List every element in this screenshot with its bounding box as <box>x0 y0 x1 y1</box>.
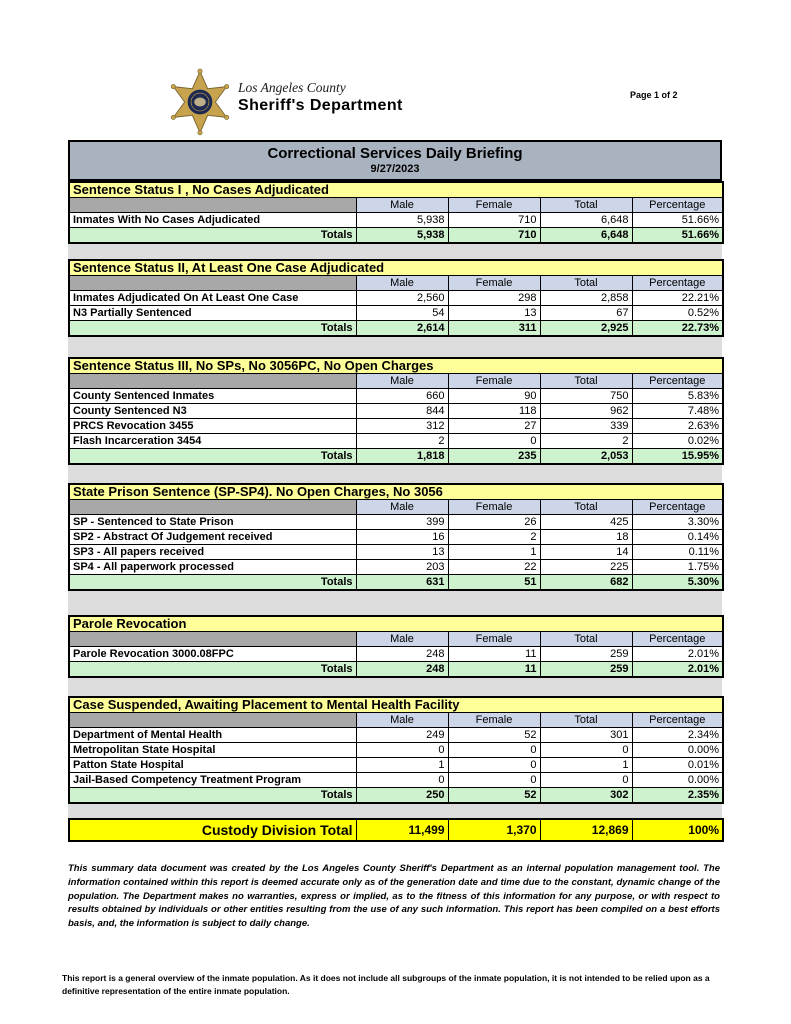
totals-total: 259 <box>540 662 632 678</box>
totals-label: Totals <box>69 321 356 337</box>
totals-percentage: 51.66% <box>632 228 723 244</box>
column-header-female: Female <box>448 374 540 389</box>
cell-total: 425 <box>540 515 632 530</box>
table-row <box>69 545 723 560</box>
sheriff-badge-logo <box>168 68 232 136</box>
column-header-male: Male <box>356 713 448 728</box>
cell-percentage: 0.02% <box>632 434 723 449</box>
cell-male: 399 <box>356 515 448 530</box>
row-label: SP3 - All papers received <box>69 545 356 560</box>
totals-row <box>69 788 723 804</box>
row-label: Flash Incarceration 3454 <box>69 434 356 449</box>
section-title: Sentence Status III, No SPs, No 3056PC, No Open Charges <box>69 358 723 374</box>
page-number: Page 1 of 2 <box>630 90 678 100</box>
cell-total: 0 <box>540 743 632 758</box>
cell-percentage: 0.11% <box>632 545 723 560</box>
table-row <box>69 306 723 321</box>
totals-male: 631 <box>356 575 448 591</box>
section-gap <box>68 337 722 357</box>
totals-male: 2,614 <box>356 321 448 337</box>
column-header-female: Female <box>448 713 540 728</box>
section-gap <box>68 244 722 259</box>
table-row <box>69 291 723 306</box>
totals-female: 52 <box>448 788 540 804</box>
column-header-percentage: Percentage <box>632 276 723 291</box>
row-label: Department of Mental Health <box>69 728 356 743</box>
totals-total: 302 <box>540 788 632 804</box>
column-header-total: Total <box>540 500 632 515</box>
totals-label: Totals <box>69 575 356 591</box>
cell-total: 0 <box>540 773 632 788</box>
totals-label: Totals <box>69 788 356 804</box>
row-label: SP - Sentenced to State Prison <box>69 515 356 530</box>
section-table <box>68 181 724 244</box>
section-title: State Prison Sentence (SP-SP4). No Open Charges, No 3056 <box>69 484 723 500</box>
table-row <box>69 434 723 449</box>
table-row <box>69 758 723 773</box>
column-header-total: Total <box>540 198 632 213</box>
corner-cell <box>69 713 356 728</box>
section-gap <box>68 465 722 483</box>
cell-percentage: 0.00% <box>632 773 723 788</box>
row-label: Inmates Adjudicated On At Least One Case <box>69 291 356 306</box>
section-table <box>68 357 724 465</box>
column-header-female: Female <box>448 632 540 647</box>
cell-female: 22 <box>448 560 540 575</box>
cell-female: 26 <box>448 515 540 530</box>
cell-male: 844 <box>356 404 448 419</box>
column-header-male: Male <box>356 198 448 213</box>
totals-male: 248 <box>356 662 448 678</box>
cell-male: 0 <box>356 773 448 788</box>
totals-percentage: 2.35% <box>632 788 723 804</box>
cell-male: 13 <box>356 545 448 560</box>
row-label: County Sentenced Inmates <box>69 389 356 404</box>
section-header-row <box>69 616 723 632</box>
cell-male: 203 <box>356 560 448 575</box>
table-row <box>69 530 723 545</box>
row-label: PRCS Revocation 3455 <box>69 419 356 434</box>
report-content <box>68 140 722 931</box>
corner-cell <box>69 374 356 389</box>
table-row <box>69 404 723 419</box>
totals-percentage: 15.95% <box>632 449 723 465</box>
column-header-percentage: Percentage <box>632 632 723 647</box>
cell-male: 54 <box>356 306 448 321</box>
cell-percentage: 1.75% <box>632 560 723 575</box>
section-table <box>68 483 724 591</box>
column-header-row <box>69 374 723 389</box>
cell-female: 710 <box>448 213 540 228</box>
cell-female: 0 <box>448 773 540 788</box>
column-header-female: Female <box>448 198 540 213</box>
cell-female: 52 <box>448 728 540 743</box>
cell-total: 67 <box>540 306 632 321</box>
cell-male: 2 <box>356 434 448 449</box>
column-header-percentage: Percentage <box>632 500 723 515</box>
cell-percentage: 22.21% <box>632 291 723 306</box>
agency-name-block <box>238 80 403 115</box>
agency-county: Los Angeles County <box>238 80 346 95</box>
cell-female: 13 <box>448 306 540 321</box>
column-header-male: Male <box>356 374 448 389</box>
cell-female: 90 <box>448 389 540 404</box>
cell-percentage: 5.83% <box>632 389 723 404</box>
row-label: County Sentenced N3 <box>69 404 356 419</box>
column-header-female: Female <box>448 276 540 291</box>
totals-row <box>69 228 723 244</box>
cell-total: 301 <box>540 728 632 743</box>
cell-female: 118 <box>448 404 540 419</box>
cell-female: 0 <box>448 434 540 449</box>
table-row <box>69 419 723 434</box>
column-header-total: Total <box>540 374 632 389</box>
totals-label: Totals <box>69 228 356 244</box>
agency-department: Sheriff's Department <box>238 97 403 114</box>
totals-total: 6,648 <box>540 228 632 244</box>
section-header-row <box>69 484 723 500</box>
custody-total-percentage: 100% <box>632 819 723 841</box>
cell-percentage: 2.34% <box>632 728 723 743</box>
title-banner <box>68 140 722 181</box>
section-title: Sentence Status I , No Cases Adjudicated <box>69 182 723 198</box>
totals-total: 2,925 <box>540 321 632 337</box>
cell-percentage: 2.63% <box>632 419 723 434</box>
section-header-row <box>69 260 723 276</box>
cell-female: 11 <box>448 647 540 662</box>
cell-total: 2 <box>540 434 632 449</box>
cell-total: 962 <box>540 404 632 419</box>
totals-label: Totals <box>69 662 356 678</box>
column-header-male: Male <box>356 632 448 647</box>
section-table <box>68 615 724 678</box>
column-header-row <box>69 500 723 515</box>
cell-total: 225 <box>540 560 632 575</box>
cell-female: 2 <box>448 530 540 545</box>
cell-total: 750 <box>540 389 632 404</box>
column-header-female: Female <box>448 500 540 515</box>
totals-row <box>69 575 723 591</box>
cell-male: 2,560 <box>356 291 448 306</box>
column-header-percentage: Percentage <box>632 374 723 389</box>
cell-total: 1 <box>540 758 632 773</box>
totals-female: 710 <box>448 228 540 244</box>
column-header-row <box>69 198 723 213</box>
section-title: Parole Revocation <box>69 616 723 632</box>
table-row <box>69 213 723 228</box>
cell-total: 2,858 <box>540 291 632 306</box>
section-header-row <box>69 358 723 374</box>
disclaimer-footnote: This summary data document was created by the Los Angeles County Sheriff's Department as an internal population management tool. The information contained within this report is deemed accurate only as of the generation date and time due to the constant, dynamic change of the population. The Department makes no warranties, express or implied, as to the fitness of this information for any purpose, or with respect to results obtained by individuals or other entities resulting from the use of any such information. This report has been compiled on a best efforts basis, and, the information is subject to daily change. <box>68 863 720 930</box>
cell-male: 249 <box>356 728 448 743</box>
cell-female: 298 <box>448 291 540 306</box>
cell-percentage: 7.48% <box>632 404 723 419</box>
cell-total: 6,648 <box>540 213 632 228</box>
cell-male: 312 <box>356 419 448 434</box>
row-label: Patton State Hospital <box>69 758 356 773</box>
totals-male: 5,938 <box>356 228 448 244</box>
column-header-total: Total <box>540 632 632 647</box>
totals-row <box>69 662 723 678</box>
column-header-percentage: Percentage <box>632 198 723 213</box>
cell-percentage: 2.01% <box>632 647 723 662</box>
table-row <box>69 560 723 575</box>
cell-male: 1 <box>356 758 448 773</box>
section-header-row <box>69 697 723 713</box>
corner-cell <box>69 276 356 291</box>
column-header-total: Total <box>540 276 632 291</box>
table-row <box>69 647 723 662</box>
sections-container <box>68 181 722 818</box>
column-header-row <box>69 632 723 647</box>
custody-total-total: 12,869 <box>540 819 632 841</box>
row-label: Metropolitan State Hospital <box>69 743 356 758</box>
section-gap <box>68 678 722 696</box>
totals-female: 51 <box>448 575 540 591</box>
cell-male: 660 <box>356 389 448 404</box>
row-label: Parole Revocation 3000.08FPC <box>69 647 356 662</box>
cell-male: 16 <box>356 530 448 545</box>
table-row <box>69 743 723 758</box>
corner-cell <box>69 500 356 515</box>
table-row <box>69 728 723 743</box>
totals-female: 11 <box>448 662 540 678</box>
cell-female: 27 <box>448 419 540 434</box>
section-gap <box>68 591 722 615</box>
totals-percentage: 22.73% <box>632 321 723 337</box>
totals-total: 2,053 <box>540 449 632 465</box>
section-table <box>68 259 724 337</box>
cell-total: 259 <box>540 647 632 662</box>
totals-percentage: 2.01% <box>632 662 723 678</box>
custody-total-table <box>68 818 724 842</box>
cell-male: 0 <box>356 743 448 758</box>
totals-percentage: 5.30% <box>632 575 723 591</box>
column-header-total: Total <box>540 713 632 728</box>
cell-percentage: 3.30% <box>632 515 723 530</box>
corner-cell <box>69 198 356 213</box>
report-title: Correctional Services Daily Briefing <box>267 145 523 162</box>
table-row <box>69 515 723 530</box>
totals-label: Totals <box>69 449 356 465</box>
section-gap <box>68 804 722 818</box>
row-label: SP4 - All paperwork processed <box>69 560 356 575</box>
section-table <box>68 696 724 804</box>
column-header-row <box>69 276 723 291</box>
section-title: Case Suspended, Awaiting Placement to Mental Health Facility <box>69 697 723 713</box>
cell-female: 1 <box>448 545 540 560</box>
overview-footnote: This report is a general overview of the inmate population. As it does not include all subgroups of the inmate population, it is not intended to be relied upon as a definitive representation of the entire inmate population. <box>62 973 710 996</box>
table-row <box>69 773 723 788</box>
cell-percentage: 0.00% <box>632 743 723 758</box>
column-header-male: Male <box>356 276 448 291</box>
report-date: 9/27/2023 <box>370 163 420 175</box>
row-label: N3 Partially Sentenced <box>69 306 356 321</box>
column-header-percentage: Percentage <box>632 713 723 728</box>
totals-female: 235 <box>448 449 540 465</box>
totals-row <box>69 449 723 465</box>
cell-total: 14 <box>540 545 632 560</box>
row-label: Jail-Based Competency Treatment Program <box>69 773 356 788</box>
table-row <box>69 389 723 404</box>
cell-percentage: 0.01% <box>632 758 723 773</box>
row-label: SP2 - Abstract Of Judgement received <box>69 530 356 545</box>
custody-total-label: Custody Division Total <box>69 819 356 841</box>
section-title: Sentence Status II, At Least One Case Adjudicated <box>69 260 723 276</box>
section-header-row <box>69 182 723 198</box>
column-header-male: Male <box>356 500 448 515</box>
column-header-row <box>69 713 723 728</box>
totals-male: 1,818 <box>356 449 448 465</box>
custody-total-female: 1,370 <box>448 819 540 841</box>
cell-percentage: 0.52% <box>632 306 723 321</box>
cell-total: 18 <box>540 530 632 545</box>
totals-female: 311 <box>448 321 540 337</box>
custody-total-row <box>69 819 723 841</box>
totals-total: 682 <box>540 575 632 591</box>
cell-percentage: 0.14% <box>632 530 723 545</box>
custody-total-male: 11,499 <box>356 819 448 841</box>
corner-cell <box>69 632 356 647</box>
cell-percentage: 51.66% <box>632 213 723 228</box>
cell-total: 339 <box>540 419 632 434</box>
cell-male: 5,938 <box>356 213 448 228</box>
cell-male: 248 <box>356 647 448 662</box>
cell-female: 0 <box>448 743 540 758</box>
row-label: Inmates With No Cases Adjudicated <box>69 213 356 228</box>
totals-row <box>69 321 723 337</box>
totals-male: 250 <box>356 788 448 804</box>
cell-female: 0 <box>448 758 540 773</box>
